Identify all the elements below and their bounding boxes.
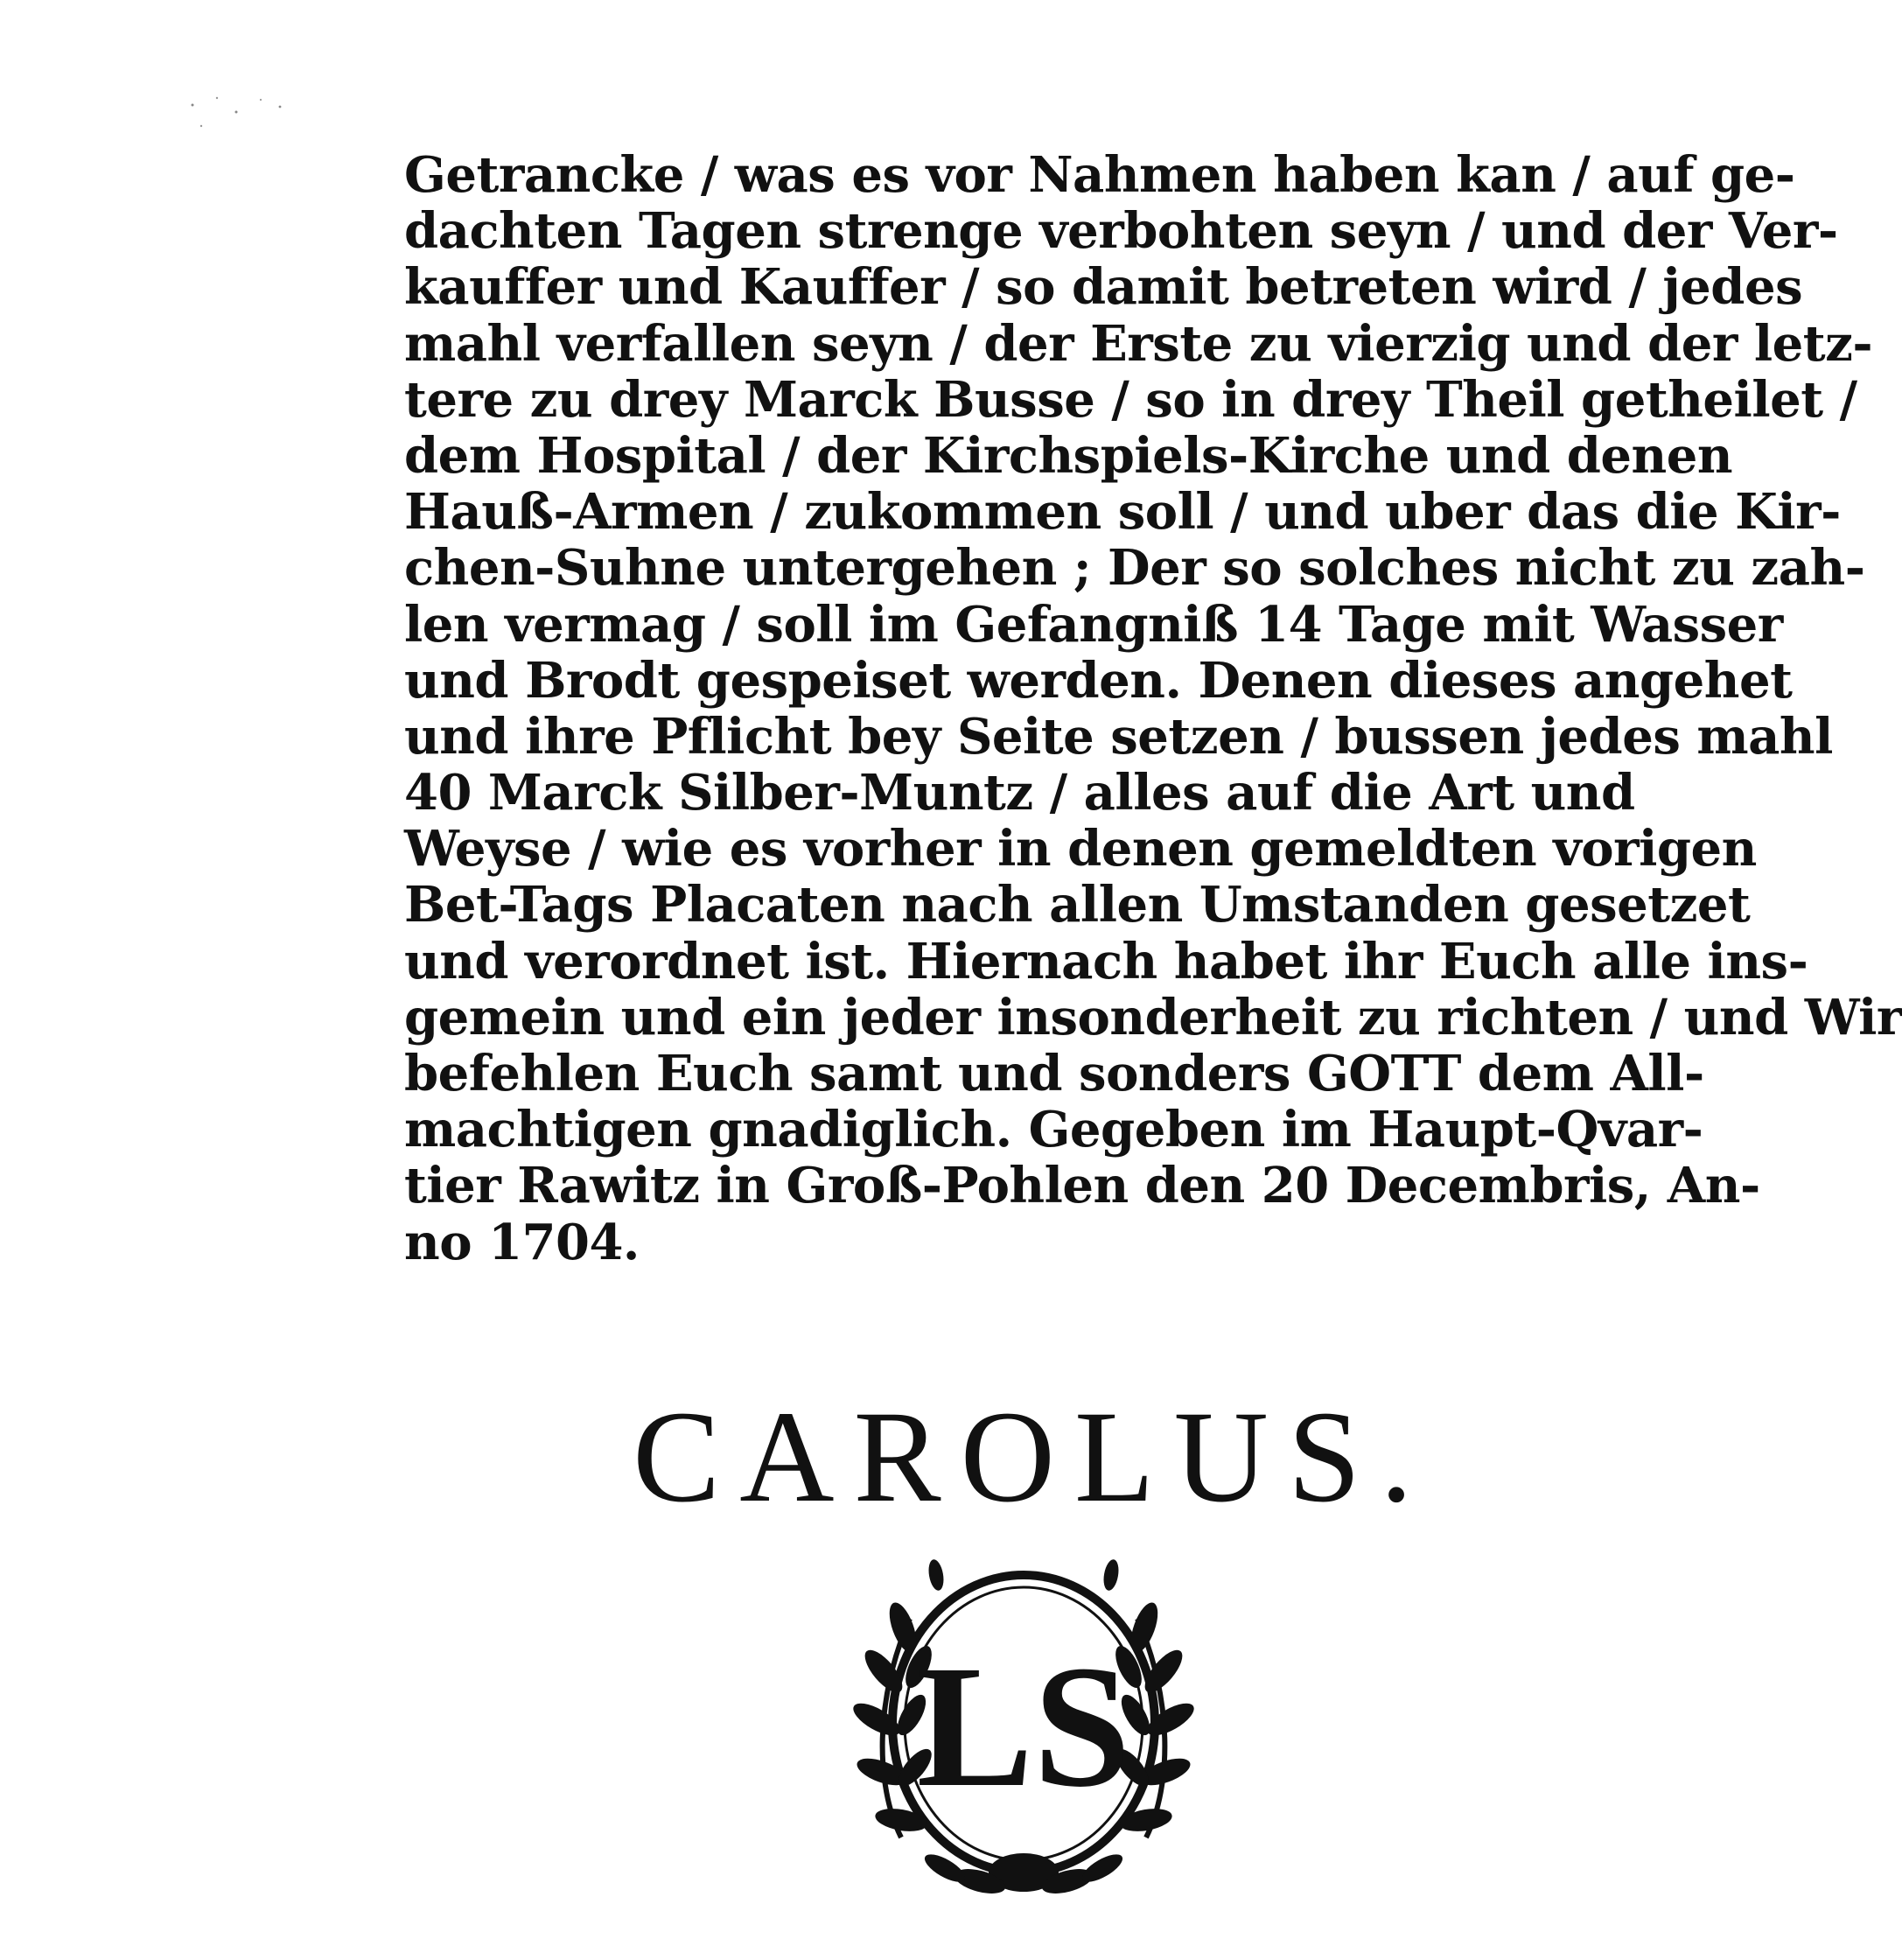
text-line: tier Rawitz in Groß-Pohlen den 20 Decembris, An- <box>404 1157 1760 1215</box>
text-line: befehlen Euch samt und sonders GOTT dem All- <box>404 1045 1704 1102</box>
text-line: Getrancke / was es vor Nahmen haben kan / auf ge- <box>404 146 1795 204</box>
text-line: 40 Marck Silber-Muntz / alles auf die Art und <box>404 764 1635 822</box>
text-line: no 1704. <box>404 1213 640 1271</box>
text-line: len vermag / soll im Gefangniß 14 Tage mit Wasser <box>404 595 1783 654</box>
text-line: chen-Suhne untergehen ; Der so solches nicht zu zah- <box>404 539 1865 598</box>
decree-text <box>404 146 1902 1271</box>
text-line: mahl verfallen seyn / der Erste zu vierzig und der letz- <box>404 314 1873 373</box>
seal-letters: LS <box>916 1630 1131 1824</box>
signature: CAROLUS. <box>633 1384 1432 1530</box>
text-line: und ihre Pflicht bey Seite setzen / bussen jedes mahl <box>404 707 1833 766</box>
text-line: dem Hospital / der Kirchspiels-Kirche und denen <box>404 426 1733 485</box>
text-line: Weyse / wie es vorher in denen gemeldten vorigen <box>404 820 1757 878</box>
text-line: kauffer und Kauffer / so damit betreten wird / jedes <box>404 258 1803 317</box>
text-line: und Brodt gespeiset werden. Denen dieses angehet <box>404 651 1793 710</box>
text-line: gemein und ein jeder insonderheit zu richten / und Wir <box>404 988 1902 1046</box>
margin-specks <box>175 88 315 140</box>
seal-emblem <box>840 1522 1207 1925</box>
text-line: Hauß-Armen / zukommen soll / und uber das die Kir- <box>404 483 1841 542</box>
text-line: machtigen gnadiglich. Gegeben im Haupt-Qvar- <box>404 1101 1703 1159</box>
text-line: dachten Tagen strenge verbohten seyn / und der Ver- <box>404 202 1838 261</box>
text-line: und verordnet ist. Hiernach habet ihr Euch alle ins- <box>404 932 1808 990</box>
text-line: Bet-Tags Placaten nach allen Umstanden gesetzet <box>404 876 1751 934</box>
text-line: tere zu drey Marck Busse / so in drey Theil getheilet / <box>404 370 1857 429</box>
